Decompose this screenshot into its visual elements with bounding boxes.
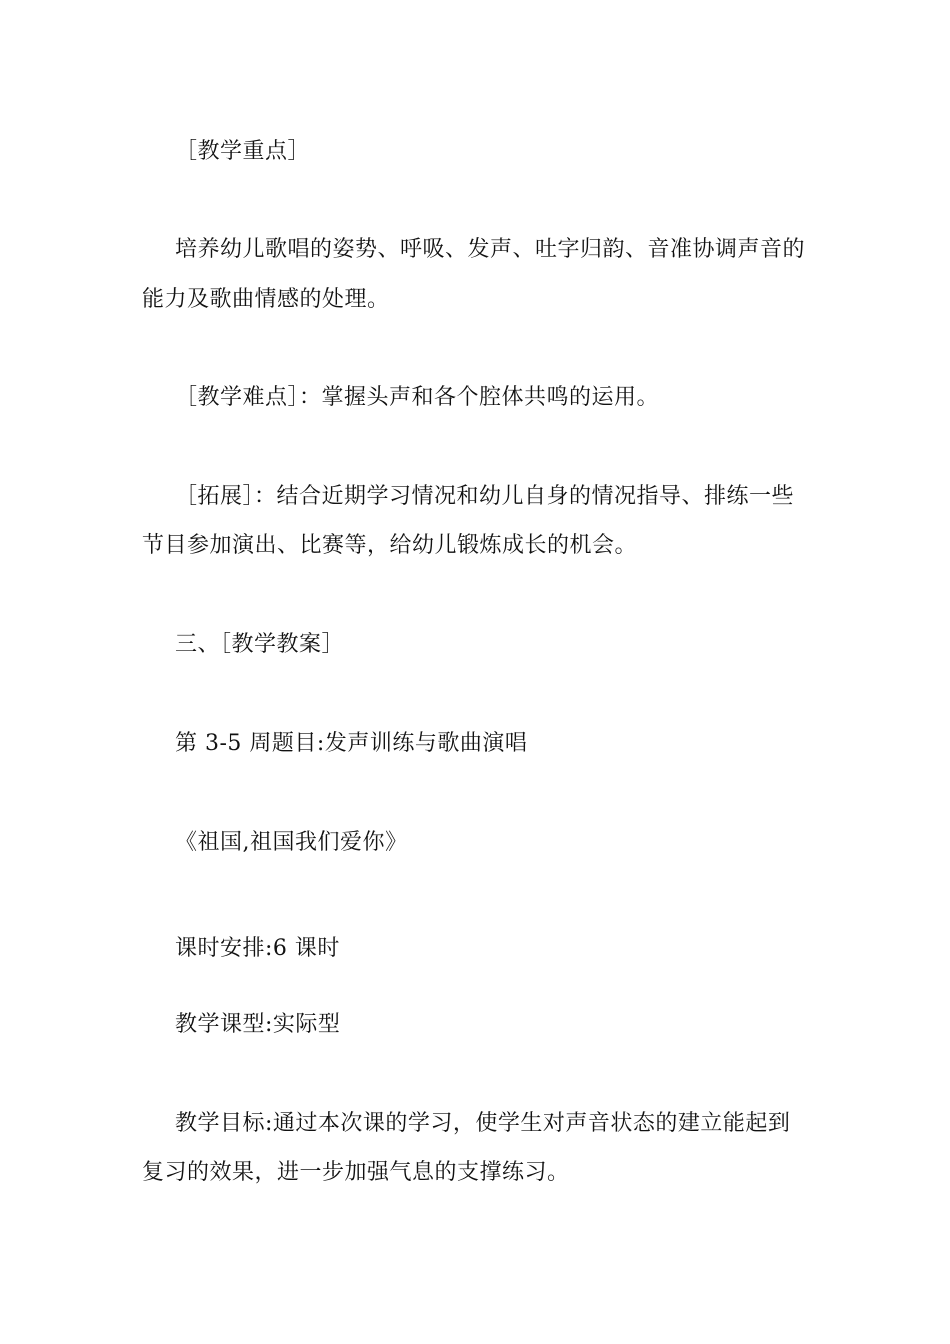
teaching-goal-line-1: 教学目标:通过本次课的学习，使学生对声音状态的建立能起到	[175, 1111, 791, 1136]
week-topic: 第 3-5 周题目:发声训练与歌曲演唱	[175, 731, 528, 756]
song-title: 《祖国,祖国我们爱你》	[175, 830, 408, 855]
lesson-type: 教学课型:实际型	[175, 1012, 341, 1037]
teaching-focus-heading: ［教学重点］	[175, 139, 311, 164]
section-three-heading: 三、［教学教案］	[175, 632, 345, 657]
teaching-focus-text-line-1: 培养幼儿歌唱的姿势、呼吸、发声、吐字归韵、音准协调声音的	[175, 237, 806, 262]
teaching-focus-text-line-2: 能力及歌曲情感的处理。	[142, 287, 390, 312]
teaching-difficulty: ［教学难点］：掌握头声和各个腔体共鸣的运用。	[175, 385, 660, 410]
teaching-goal-line-2: 复习的效果，进一步加强气息的支撑练习。	[142, 1160, 570, 1185]
lesson-schedule: 课时安排:6 课时	[175, 936, 340, 961]
extension-text-line-2: 节目参加演出、比赛等，给幼儿锻炼成长的机会。	[142, 533, 638, 558]
extension-text-line-1: ［拓展］：结合近期学习情况和幼儿自身的情况指导、排练一些	[175, 484, 795, 509]
